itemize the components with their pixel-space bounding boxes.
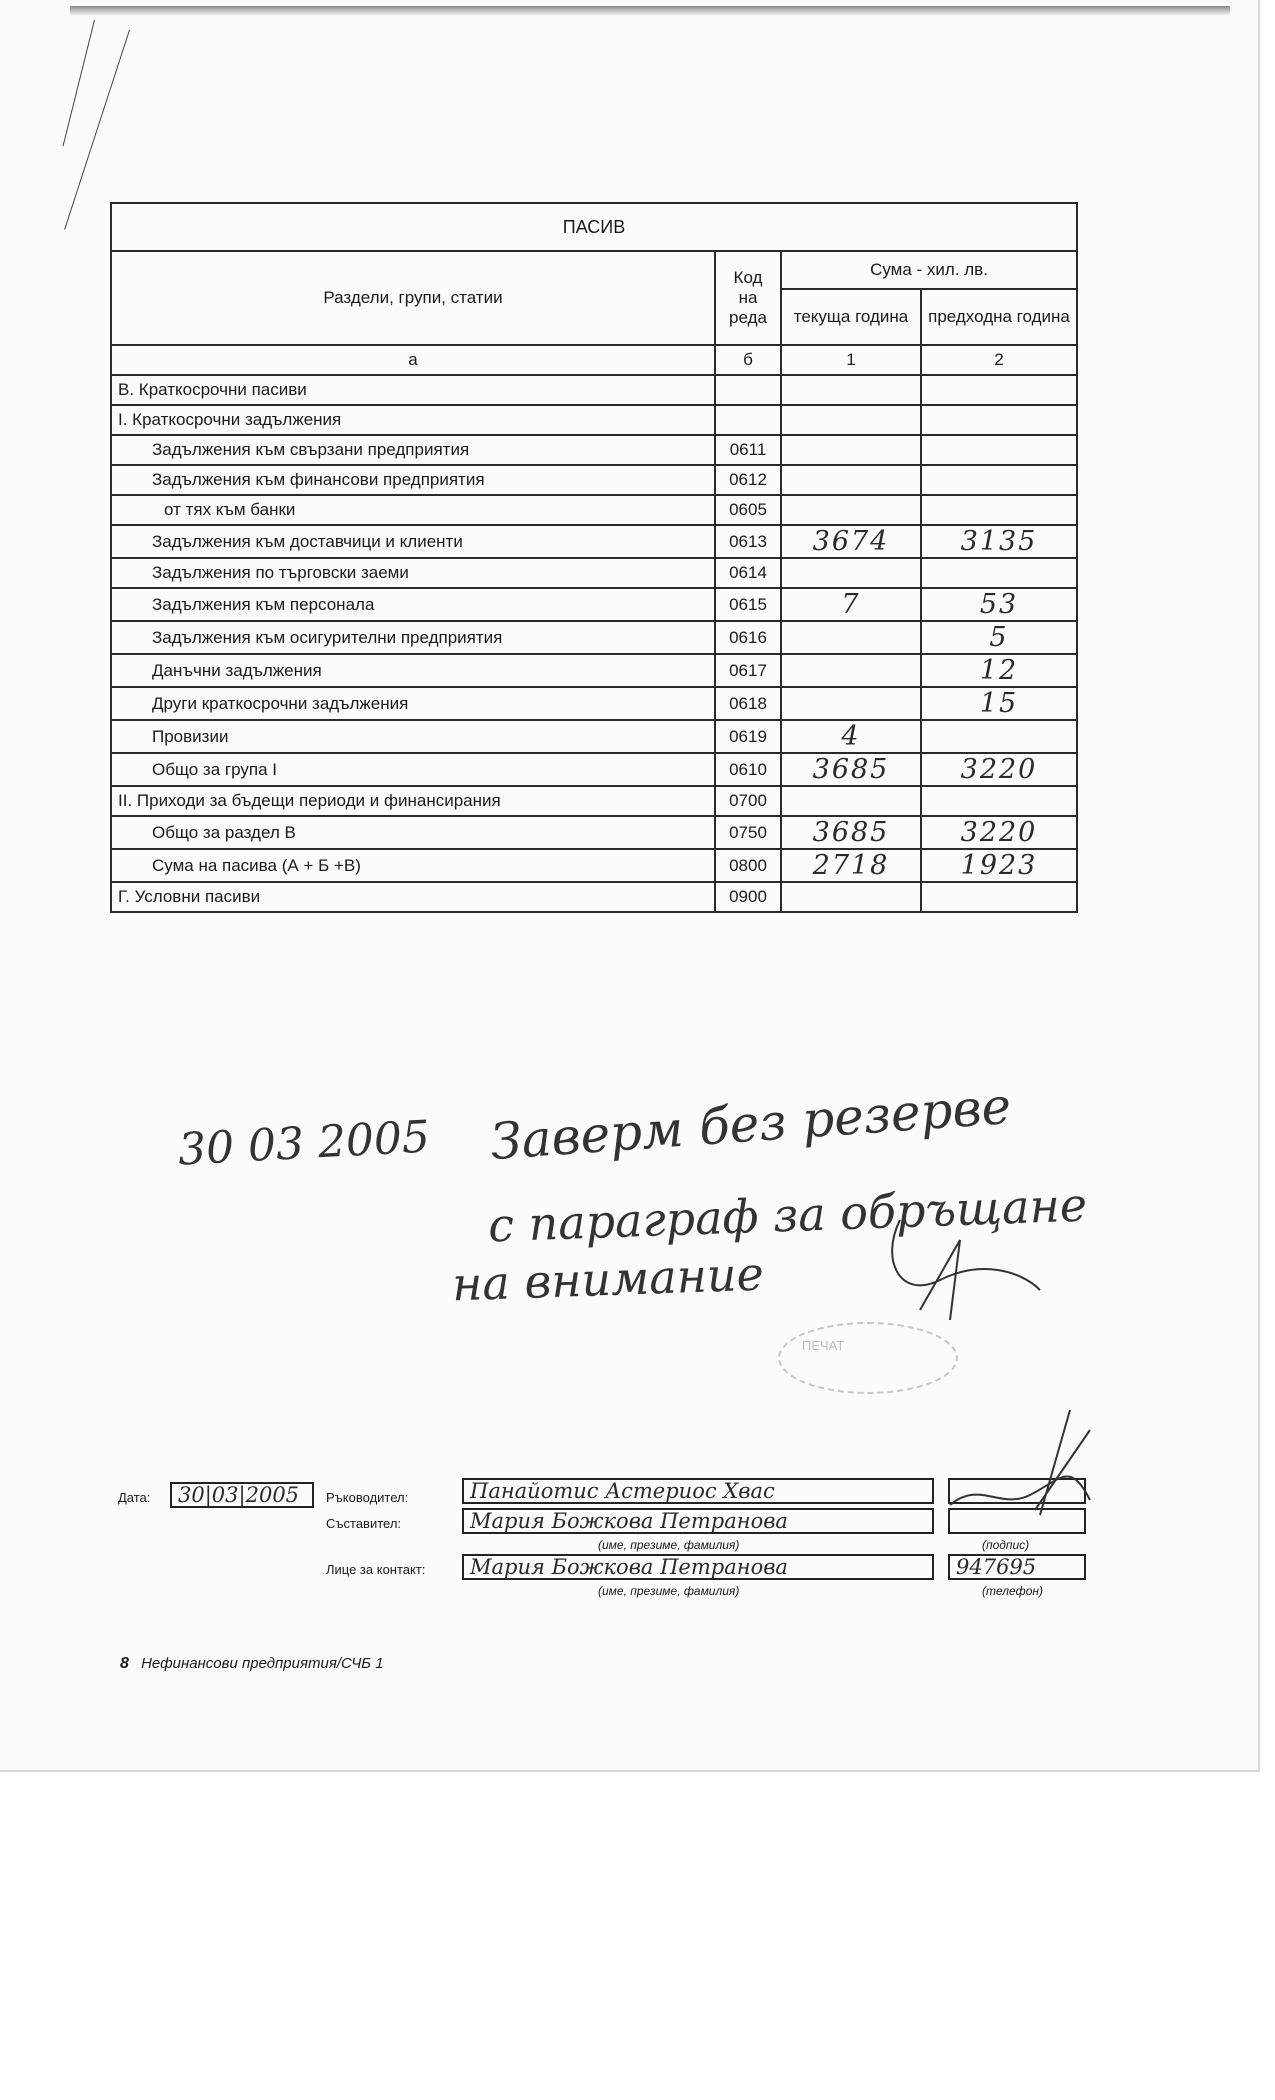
row-code: 0700 bbox=[715, 786, 781, 816]
table-row bbox=[111, 849, 1077, 882]
table-row bbox=[111, 882, 1077, 912]
contact-label: Лице за контакт: bbox=[326, 1562, 426, 1577]
table-row bbox=[111, 588, 1077, 621]
col-header-sections: Раздели, групи, статии bbox=[111, 251, 715, 345]
caption-name-1: (име, презиме, фамилия) bbox=[598, 1538, 740, 1552]
row-label: Общо за група I bbox=[111, 753, 715, 786]
row-code: 0618 bbox=[715, 687, 781, 720]
row-previous-value: 3135 bbox=[921, 525, 1077, 558]
col-header-sum: Сума - хил. лв. bbox=[781, 251, 1077, 289]
row-code: 0800 bbox=[715, 849, 781, 882]
contact-phone-field bbox=[948, 1554, 1086, 1580]
table-row bbox=[111, 465, 1077, 495]
row-label: Задължения към осигурителни предприятия bbox=[111, 621, 715, 654]
row-code: 0611 bbox=[715, 435, 781, 465]
row-current-value: 3674 bbox=[781, 525, 921, 558]
row-code: 0614 bbox=[715, 558, 781, 588]
row-label: Данъчни задължения bbox=[111, 654, 715, 687]
row-code bbox=[715, 375, 781, 405]
row-current-value: 2718 bbox=[781, 849, 921, 882]
row-previous-value bbox=[921, 786, 1077, 816]
manager-signature-scribble bbox=[940, 1400, 1110, 1520]
row-code bbox=[715, 405, 781, 435]
row-label: II. Приходи за бъдещи периоди и финансирания bbox=[111, 786, 715, 816]
row-current-value bbox=[781, 375, 921, 405]
row-previous-value bbox=[921, 558, 1077, 588]
row-previous-value bbox=[921, 465, 1077, 495]
row-code: 0616 bbox=[715, 621, 781, 654]
col-index-b: б bbox=[715, 345, 781, 375]
table-row bbox=[111, 654, 1077, 687]
compiler-name-field bbox=[462, 1508, 934, 1534]
row-label: Задължения към персонала bbox=[111, 588, 715, 621]
row-previous-value bbox=[921, 435, 1077, 465]
row-previous-value bbox=[921, 882, 1077, 912]
row-label: Задължения към свързани предприятия bbox=[111, 435, 715, 465]
table-row bbox=[111, 786, 1077, 816]
date-value: 30|03|2005 bbox=[178, 1484, 300, 1506]
col-header-previous-year: предходна година bbox=[921, 289, 1077, 345]
row-previous-value: 15 bbox=[921, 687, 1077, 720]
manager-name-field bbox=[462, 1478, 934, 1504]
table-row bbox=[111, 558, 1077, 588]
caption-signature: (подпис) bbox=[982, 1538, 1030, 1552]
row-label: I. Краткосрочни задължения bbox=[111, 405, 715, 435]
row-previous-value: 3220 bbox=[921, 816, 1077, 849]
table-row bbox=[111, 816, 1077, 849]
row-current-value bbox=[781, 558, 921, 588]
row-previous-value bbox=[921, 720, 1077, 753]
caption-name-2: (име, презиме, фамилия) bbox=[598, 1584, 740, 1598]
table-row bbox=[111, 720, 1077, 753]
row-code: 0619 bbox=[715, 720, 781, 753]
handwritten-note-line3: на внимание bbox=[451, 1246, 765, 1312]
col-header-current-year: текуща година bbox=[781, 289, 921, 345]
row-previous-value: 1923 bbox=[921, 849, 1077, 882]
contact-name-field bbox=[462, 1554, 934, 1580]
row-previous-value: 53 bbox=[921, 588, 1077, 621]
row-previous-value: 3220 bbox=[921, 753, 1077, 786]
row-code: 0610 bbox=[715, 753, 781, 786]
row-label: Задължения по търговски заеми bbox=[111, 558, 715, 588]
contact-name: Мария Божкова Петранова bbox=[470, 1556, 788, 1578]
table-row bbox=[111, 687, 1077, 720]
compiler-label: Съставител: bbox=[326, 1516, 402, 1531]
table-row bbox=[111, 753, 1077, 786]
row-label: от тях към банки bbox=[111, 495, 715, 525]
col-header-code: Код на реда bbox=[715, 251, 781, 345]
date-field bbox=[170, 1482, 314, 1508]
handwritten-note-line2: с параграф за обръщане bbox=[487, 1177, 1088, 1253]
row-current-value bbox=[781, 405, 921, 435]
page-number: 8 bbox=[120, 1655, 129, 1672]
row-code: 0612 bbox=[715, 465, 781, 495]
caption-phone: (телефон) bbox=[982, 1584, 1044, 1598]
scan-artifact-line bbox=[63, 20, 95, 146]
liabilities-table-wrapper bbox=[110, 202, 1076, 913]
handwritten-note-date: 30 03 2005 bbox=[176, 1111, 432, 1176]
row-current-value bbox=[781, 687, 921, 720]
row-current-value bbox=[781, 621, 921, 654]
row-current-value bbox=[781, 495, 921, 525]
table-row bbox=[111, 525, 1077, 558]
row-previous-value bbox=[921, 375, 1077, 405]
scan-artifact-line bbox=[64, 30, 130, 230]
col-index-a: а bbox=[111, 345, 715, 375]
table-title: ПАСИВ bbox=[111, 203, 1077, 251]
row-label: Задължения към доставчици и клиенти bbox=[111, 525, 715, 558]
row-label: В. Краткосрочни пасиви bbox=[111, 375, 715, 405]
row-current-value bbox=[781, 882, 921, 912]
row-current-value bbox=[781, 654, 921, 687]
row-previous-value bbox=[921, 495, 1077, 525]
scan-edge bbox=[70, 6, 1230, 16]
row-current-value: 3685 bbox=[781, 753, 921, 786]
table-row bbox=[111, 435, 1077, 465]
table-row bbox=[111, 621, 1077, 654]
manager-label: Ръководител: bbox=[326, 1490, 409, 1505]
handwritten-note-line1: Заверм без резерве bbox=[488, 1076, 1013, 1172]
date-label: Дата: bbox=[118, 1490, 151, 1505]
row-code: 0750 bbox=[715, 816, 781, 849]
table-row bbox=[111, 375, 1077, 405]
auditor-signature-scribble bbox=[860, 1180, 1060, 1330]
compiler-name: Мария Божкова Петранова bbox=[470, 1510, 788, 1532]
contact-phone: 947695 bbox=[956, 1556, 1037, 1578]
row-code: 0900 bbox=[715, 882, 781, 912]
row-code: 0605 bbox=[715, 495, 781, 525]
row-label: Други краткосрочни задължения bbox=[111, 687, 715, 720]
row-code: 0617 bbox=[715, 654, 781, 687]
row-current-value: 7 bbox=[781, 588, 921, 621]
row-current-value bbox=[781, 786, 921, 816]
row-current-value: 3685 bbox=[781, 816, 921, 849]
col-index-2: 2 bbox=[921, 345, 1077, 375]
manager-name: Панайотис Астериос Хвас bbox=[470, 1480, 775, 1502]
row-previous-value: 12 bbox=[921, 654, 1077, 687]
footer-text: Нефинансови предприятия/СЧБ 1 bbox=[141, 1655, 384, 1672]
row-current-value: 4 bbox=[781, 720, 921, 753]
liabilities-table bbox=[110, 202, 1078, 913]
stamp-text: ПЕЧАТ bbox=[802, 1338, 845, 1353]
row-code: 0615 bbox=[715, 588, 781, 621]
row-previous-value bbox=[921, 405, 1077, 435]
page-footer bbox=[120, 1655, 384, 1673]
row-label: Провизии bbox=[111, 720, 715, 753]
row-previous-value: 5 bbox=[921, 621, 1077, 654]
row-code: 0613 bbox=[715, 525, 781, 558]
table-row bbox=[111, 405, 1077, 435]
row-current-value bbox=[781, 435, 921, 465]
row-label: Г. Условни пасиви bbox=[111, 882, 715, 912]
row-label: Сума на пасива (А + Б +В) bbox=[111, 849, 715, 882]
col-index-1: 1 bbox=[781, 345, 921, 375]
row-label: Задължения към финансови предприятия bbox=[111, 465, 715, 495]
faint-stamp bbox=[778, 1322, 958, 1394]
row-current-value bbox=[781, 465, 921, 495]
row-label: Общо за раздел В bbox=[111, 816, 715, 849]
table-row bbox=[111, 495, 1077, 525]
